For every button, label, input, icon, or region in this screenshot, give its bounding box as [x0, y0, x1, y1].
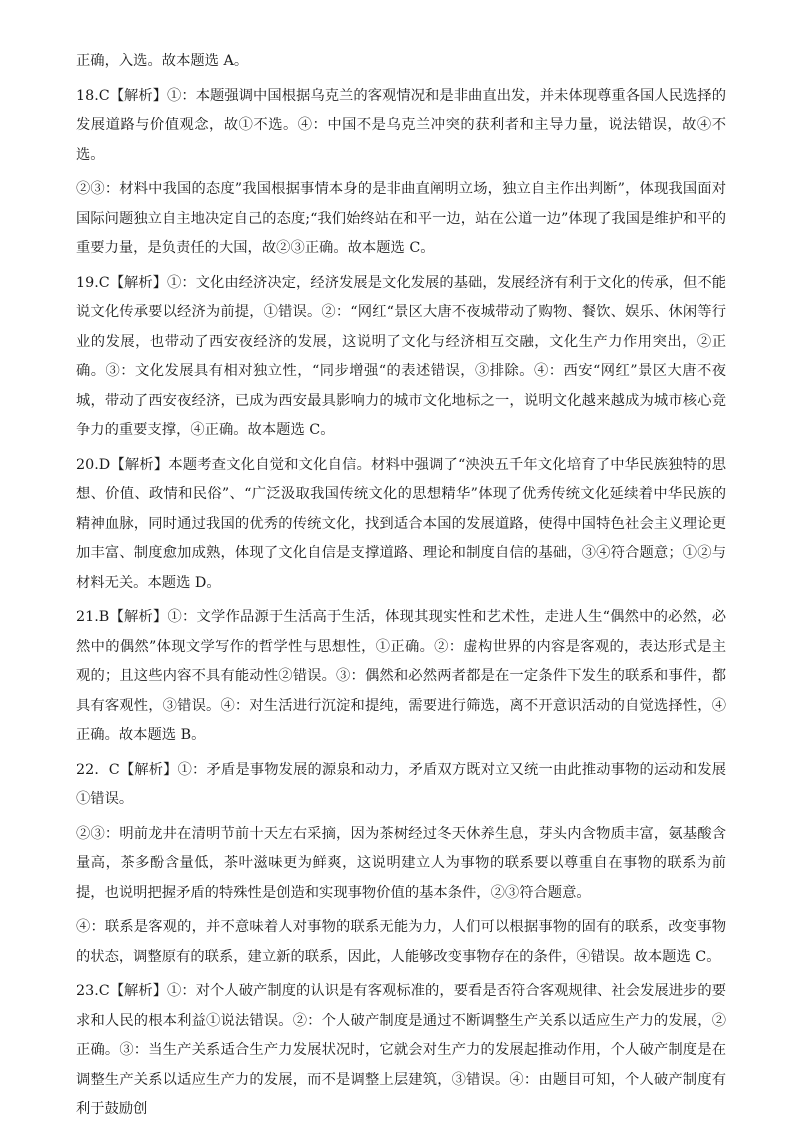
- paragraph-answer-22-part-2: ②③：明前龙井在清明节前十天左右采摘，因为茶树经过冬天休养生息，芽头内含物质丰富，氨基酸含量高，茶多酚含量低，茶叶滋味更为鲜爽，这说明建立人为事物的联系要以尊重自在事物的联系为前提，也说明把握矛盾的特殊性是创造和实现事物价值的基本条件，②③符合题意。: [76, 825, 726, 901]
- paragraph-answer-19: 19.C【解析】①：文化由经济决定，经济发展是文化发展的基础，发展经济有利于文化的传承，但不能说文化传承要以经济为前提，①错误。②：“网红“景区大唐不夜城带动了购物、餐饮、娱乐、休闲等行业的发展，也带动了西安夜经济的发展，这说明了文化与经济相互交融，文化生产力作用突出，②正确。③：文化发展具有相对独立性，“同步增强“的表述错误，③排除。④：西安“网红”景区大唐不夜城，带动了西安夜经济，已成为西安最具影响力的城市文化地标之一，说明文化越来越成为城市核心竞争力的重要支撑，④正确。故本题选 C。: [76, 274, 726, 438]
- paragraph-answer-23: 23.C【解析】①：对个人破产制度的认识是有客观标准的，要看是否符合客观规律、社会发展进步的要求和人民的根本利益①说法错误。②：个人破产制度是通过不断调整生产关系以适应生产力的发展，②正确。③：当生产关系适合生产力发展状况时，它就会对生产力的发展起推动作用，个人破产制度是在调整生产关系以适应生产力的发展，而不是调整上层建筑，③错误。④：由题目可知，个人破产制度有利于鼓励创: [76, 983, 726, 1117]
- paragraph-answer-18: 18.C【解析】①：本题强调中国根据乌克兰的客观情况和是非曲直出发，并未体现尊重各国人民选择的发展道路与价值观念，故①不选。④：中国不是乌克兰冲突的获利者和主导力量，说法错误，故④不选。: [76, 87, 726, 163]
- answer-explanation-page: [76, 47, 726, 1130]
- paragraph-answer-22-part-3: ④：联系是客观的，并不意味着人对事物的联系无能为力，人们可以根据事物的固有的联系，改变事物的状态，调整原有的联系，建立新的联系，因此，人能够改变事物存在的条件，④错误。故本题选 C。: [76, 919, 726, 965]
- paragraph-answer-17-tail: 正确，入选。故本题选 A。: [76, 53, 249, 69]
- paragraph-answer-20: 20.D【解析】本题考查文化自觉和文化自信。材料中强调了“泱泱五千年文化培育了中华民族独特的思想、价值、政情和民俗”、“广泛汲取我国传统文化的思想精华”体现了优秀传统文化延续着中华民族的精神血脉，同时通过我国的优秀的传统文化，找到适合本国的发展道路，使得中国特色社会主义理论更加丰富、制度愈加成熟，体现了文化自信是支撑道路、理论和制度自信的基础，③④符合题意；①②与材料无关。本题选 D。: [76, 456, 726, 591]
- paragraph-answer-22: 22．C【解析】①：矛盾是事物发展的源泉和动力，矛盾双方既对立又统一由此推动事物的运动和发展①错误。: [76, 761, 726, 807]
- paragraph-answer-18-continued: ②③：材料中我国的态度”我国根据事情本身的是非曲直阐明立场，独立自主作出判断”，体现我国面对国际问题独立自主地决定自己的态度;“我们始终站在和平一边，站在公道一边”体现了我国是维护和平的重要力量，是负责任的大国，故②③正确。故本题选 C。: [76, 181, 726, 256]
- paragraph-answer-21: 21.B【解析】①：文学作品源于生活高于生活，体现其现实性和艺术性，走进人生“偶然中的必然，必然中的偶然”体现文学写作的哲学性与思想性，①正确。②：虚构世界的内容是客观的，表达形式是主观的；且这些内容不具有能动性②错误。③：偶然和必然两者都是在一定条件下发生的联系和事件，都具有客观性，③错误。④：对生活进行沉淀和提纯，需要进行筛选，离不开意识活动的自觉选择性，④正确。故本题选 B。: [76, 609, 726, 743]
